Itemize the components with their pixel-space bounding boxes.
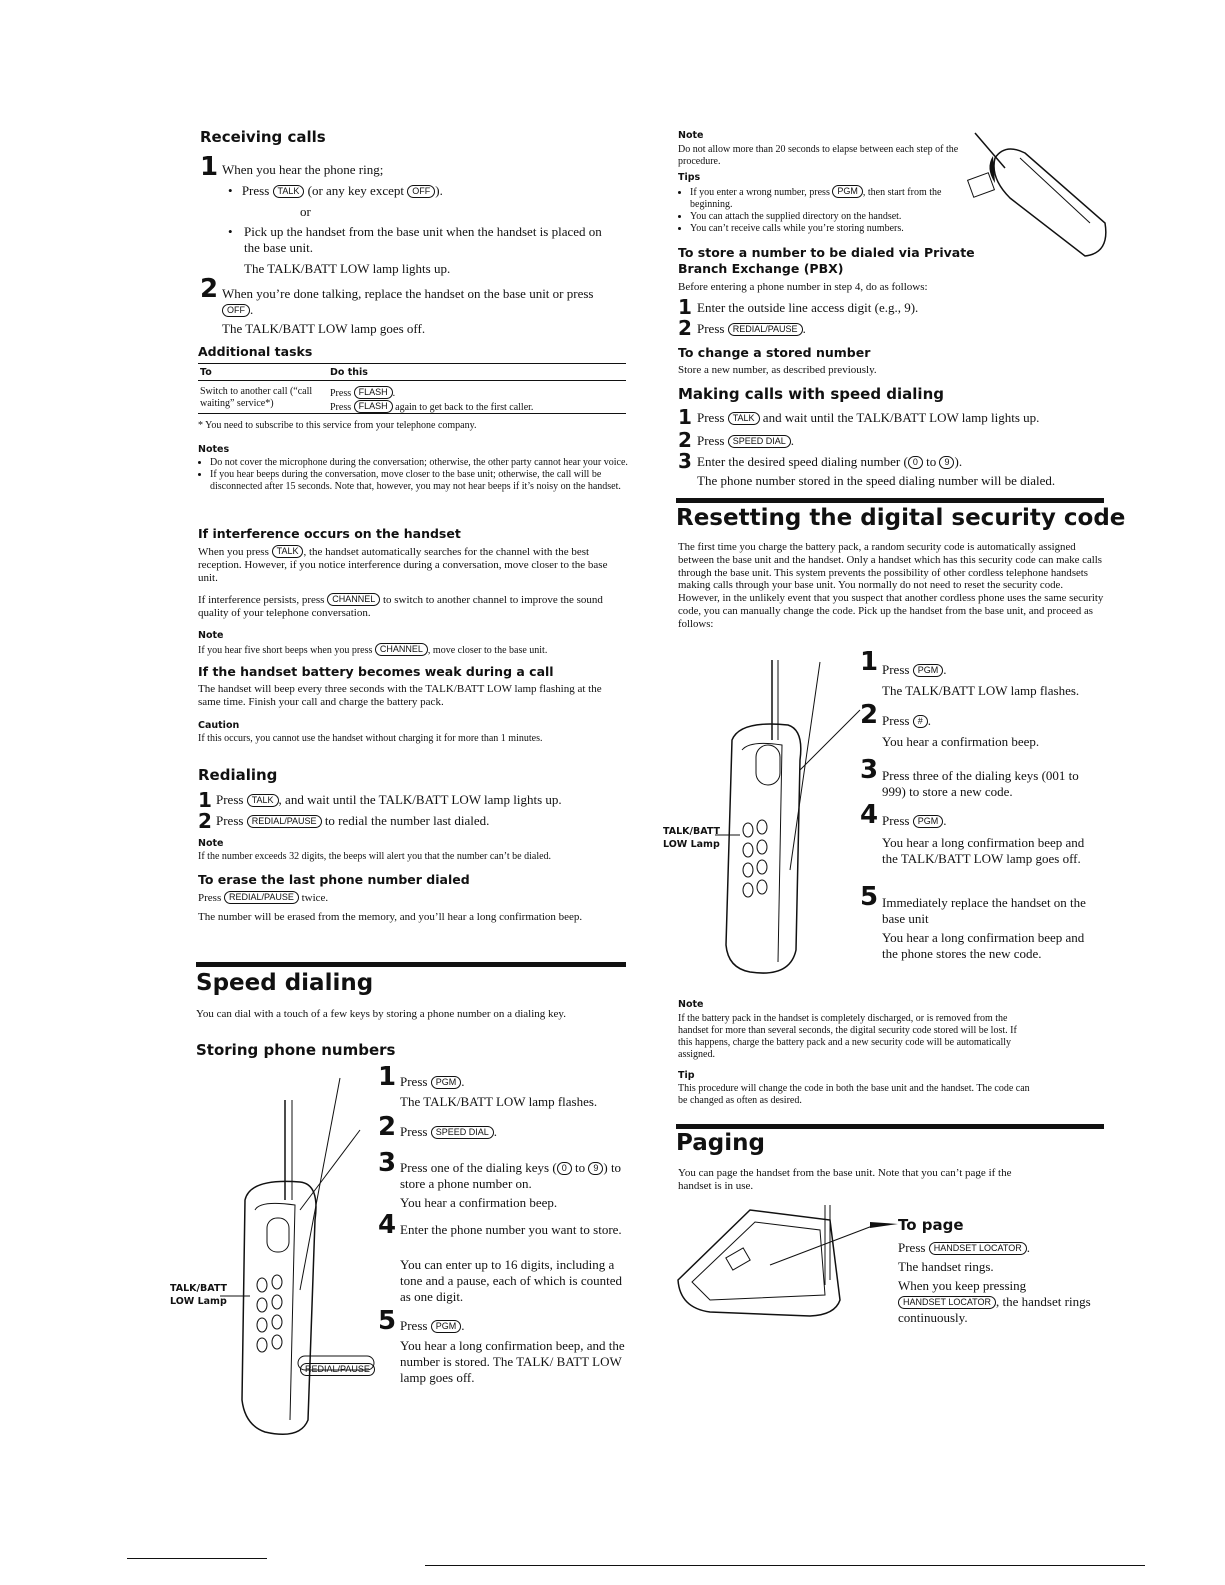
additional-title: Additional tasks — [198, 344, 313, 359]
pbx-intro: Before entering a phone number in step 4, do as follows: — [678, 281, 928, 293]
talk-batt-label: TALK/BATT — [170, 1283, 228, 1294]
redial-pause-key: REDIAL/PAUSE — [224, 891, 299, 904]
receiving-bullet2: • Pick up the handset from the base unit when the handset is placed on the base unit. — [228, 224, 602, 255]
pbx-title: To store a number to be dialed via Private Branch Exchange (PBX) — [678, 245, 975, 276]
redial-pause-key: REDIAL/PAUSE — [247, 815, 322, 828]
reset-step4-sub: You hear a long confirmation beep and the TALK/BATT LOW lamp goes off. — [882, 835, 1085, 866]
paging-intro: You can page the handset from the base unit. Note that you can’t page if the handset is in use. — [678, 1167, 1012, 1192]
step-number: 2 — [678, 316, 692, 340]
making-title: Making calls with speed dialing — [678, 385, 944, 403]
lamp-off-text: The TALK/BATT LOW lamp goes off. — [222, 321, 426, 336]
step-number: 3 — [678, 449, 692, 473]
lamp-up-text: The TALK/BATT LOW lamp lights up. — [244, 261, 451, 276]
step-number: 2 — [378, 1112, 397, 1142]
rt-tips-title: Tips — [678, 172, 701, 183]
making-step2: Press SPEED DIAL . — [697, 433, 794, 448]
step-number: 5 — [860, 882, 879, 912]
caution-title: Caution — [198, 720, 240, 731]
redial-step2: Press REDIAL/PAUSE to redial the number last dialed. — [216, 813, 490, 828]
or-text: or — [300, 204, 311, 219]
base-unit-illustration — [670, 1200, 900, 1325]
step-number: 4 — [860, 800, 879, 830]
caution-text: If this occurs, you cannot use the handset without charging it for more than 1 minutes. — [198, 733, 543, 744]
row-to: Switch to another call (“call waiting” service*) — [200, 386, 313, 409]
page-step3: When you keep pressing HANDSET LOCATOR , the handset rings continuously. — [898, 1278, 1091, 1325]
storing-title: Storing phone numbers — [196, 1041, 396, 1059]
page-step2: The handset rings. — [898, 1259, 994, 1274]
store-step4: Enter the phone number you want to store. — [400, 1222, 622, 1237]
reset-talk-batt-label: TALK/BATT — [663, 826, 721, 837]
step-number: 2 — [198, 809, 212, 833]
talk-key: TALK — [247, 794, 279, 807]
talk-key: TALK — [273, 185, 305, 198]
off-key: OFF — [222, 304, 250, 317]
interference-p2: If interference persists, press CHANNEL to switch to another channel to improve the sound quality of your telephone conversation. — [198, 594, 603, 619]
reset-intro: The first time you charge the battery pack, a random security code is automatically assigned between the base unit and the handset. Only a handset which has this security code can make calls through the base unit. This system prevents the possibility of other cordless telephone handsets making calls through your base unit. You normally do not need to reset the security code. However, in the unlikely event that you suspect that another cordless phone uses the same security code, you can manually change the code. Pick up the handset from the base unit, and proceed as follows: — [678, 541, 1104, 630]
receiving-step2: When you’re done talking, replace the handset on the base unit or press OFF . — [222, 286, 594, 317]
reset-handset-illustration — [700, 650, 880, 980]
step-number: 1 — [860, 647, 879, 677]
redialing-title: Redialing — [198, 766, 278, 784]
col-do: Do this — [330, 367, 368, 378]
pgm-key: PGM — [913, 664, 944, 677]
handset-locator-key: HANDSET LOCATOR — [898, 1296, 996, 1309]
store-step5: Press PGM . — [400, 1318, 465, 1333]
erase-step: Press REDIAL/PAUSE twice. — [198, 892, 329, 904]
making-step1: Press TALK and wait until the TALK/BATT LOW lamp lights up. — [697, 410, 1040, 425]
rt-note: Do not allow more than 20 seconds to elapse between each step of the procedure. — [678, 144, 959, 167]
pgm-key: PGM — [913, 815, 944, 828]
store-step4-sub: You can enter up to 16 digits, including a tone and a pause, each of which is counted as one digit. — [400, 1257, 623, 1304]
reset-low-lamp-label: LOW Lamp — [663, 839, 720, 850]
notes-list: • Do not cover the microphone during the conversation; otherwise, the other party cannot hear your voice. • If you hear beeps during the conversation, move closer to the base unit; otherwise, the call will be disconnected after 15 seconds. Note that, however, you may not hear beeps if it’s noisy on the handset. — [198, 457, 628, 493]
battery-p1: The handset will beep every three seconds with the TALK/BATT LOW lamp flashing at the same time. Finish your call and charge the battery pack. — [198, 683, 602, 708]
pgm-key: PGM — [431, 1320, 462, 1333]
store-step5-sub: You hear a long confirmation beep, and the number is stored. The TALK/ BATT LOW lamp goes off. — [400, 1338, 625, 1385]
step-number: 1 — [200, 152, 219, 182]
change-title: To change a stored number — [678, 345, 871, 360]
receiving-title: Receiving calls — [200, 128, 326, 146]
erase-p: The number will be erased from the memory, and you’ll hear a long confirmation beep. — [198, 911, 583, 923]
pbx-step2: Press REDIAL/PAUSE . — [697, 321, 806, 336]
rt-tips: • If you enter a wrong number, press PGM , then start from the beginning. • You can attach the supplied directory on the handset. • You can’t receive calls while you’re storing numbers. — [678, 185, 968, 235]
store-step1-sub: The TALK/BATT LOW lamp flashes. — [400, 1094, 598, 1109]
receiving-step1: When you hear the phone ring; — [222, 162, 384, 177]
low-lamp-label: LOW Lamp — [170, 1296, 227, 1307]
interference-title: If interference occurs on the handset — [198, 526, 461, 541]
step-number: 3 — [860, 755, 879, 785]
handset-directory-illustration — [965, 128, 1115, 263]
channel-key: CHANNEL — [375, 643, 428, 656]
flash-key: FLASH — [354, 386, 393, 399]
redial-note: If the number exceeds 32 digits, the beeps will alert you that the number can’t be dialed. — [198, 851, 552, 862]
step-number: 2 — [200, 274, 219, 304]
reset-step5-sub: You hear a long confirmation beep and the phone stores the new code. — [882, 930, 1085, 961]
reset-note-title: Note — [678, 999, 704, 1010]
step-number: 3 — [378, 1148, 397, 1178]
redial-pause-key: REDIAL/PAUSE — [728, 323, 803, 336]
interference-note: If you hear five short beeps when you press CHANNEL , move closer to the base unit. — [198, 644, 548, 656]
redial-step1: Press TALK , and wait until the TALK/BATT LOW lamp lights up. — [216, 792, 562, 807]
interference-note-title: Note — [198, 630, 224, 641]
reset-step1-sub: The TALK/BATT LOW lamp flashes. — [882, 683, 1080, 698]
to-page-title: To page — [898, 1216, 964, 1234]
row-do: Press FLASH . Press FLASH again to get back to the first caller. — [330, 387, 534, 413]
erase-title: To erase the last phone number dialed — [198, 872, 470, 887]
speed-title: Speed dialing — [196, 970, 374, 996]
change-p: Store a new number, as described previously. — [678, 364, 877, 376]
step-number: 1 — [198, 788, 212, 812]
talk-key: TALK — [272, 545, 304, 558]
interference-p1: When you press TALK , the handset automatically searches for the channel with the best reception. However, if you notice interference during a conversation, move closer to the base unit. — [198, 546, 608, 584]
speed-intro: You can dial with a touch of a few keys by storing a phone number on a dialing key. — [196, 1008, 566, 1020]
step-number: 2 — [860, 700, 879, 730]
step-number: 1 — [678, 295, 692, 319]
paging-title: Paging — [676, 1130, 765, 1156]
reset-step4: Press PGM . — [882, 813, 947, 828]
channel-key: CHANNEL — [327, 593, 380, 606]
flash-key: FLASH — [354, 400, 393, 413]
page-step1: Press HANDSET LOCATOR . — [898, 1240, 1030, 1255]
store-step3-sub: You hear a confirmation beep. — [400, 1195, 558, 1210]
store-step2: Press SPEED DIAL . — [400, 1124, 497, 1139]
making-step3: Enter the desired speed dialing number ( 0 to 9 ). — [697, 454, 963, 469]
step-number: 2 — [678, 428, 692, 452]
reset-note: If the battery pack in the handset is completely discharged, or is removed from the handset for more than several seconds, the digital security code stored will be lost. If this happens, charge the battery pack and a new security code will be automatically assigned. — [678, 1013, 1017, 1060]
reset-step5: Immediately replace the handset on the base unit — [882, 895, 1086, 926]
pgm-key: PGM — [431, 1076, 462, 1089]
making-step3-sub: The phone number stored in the speed dialing number will be dialed. — [697, 473, 1056, 488]
reset-step3: Press three of the dialing keys (001 to 999) to store a new code. — [882, 768, 1079, 799]
col-to: To — [200, 367, 212, 378]
step-number: 4 — [378, 1210, 397, 1240]
reset-step2-sub: You hear a confirmation beep. — [882, 734, 1040, 749]
store-step1: Press PGM . — [400, 1074, 465, 1089]
footnote: * You need to subscribe to this service from your telephone company. — [198, 420, 477, 431]
redial-pause-callout: REDIAL/PAUSE — [300, 1363, 375, 1376]
speed-dial-key: SPEED DIAL — [728, 435, 791, 448]
receiving-bullet1: • Press TALK (or any key except OFF ). — [228, 183, 443, 198]
notes-title: Notes — [198, 444, 230, 455]
handset-illustration — [220, 1060, 390, 1440]
battery-title: If the handset battery becomes weak during a call — [198, 664, 554, 679]
speed-dial-key: SPEED DIAL — [431, 1126, 494, 1139]
step-number: 1 — [378, 1062, 397, 1092]
reset-step1: Press PGM . — [882, 662, 947, 677]
reset-step2: Press # . — [882, 713, 931, 728]
pgm-key: PGM — [832, 185, 863, 198]
reset-tip-title: Tip — [678, 1070, 695, 1081]
reset-title: Resetting the digital security code — [676, 505, 1126, 531]
store-step3: Press one of the dialing keys ( 0 to 9 ) to store a phone number on. — [400, 1160, 622, 1191]
talk-key: TALK — [728, 412, 760, 425]
handset-locator-key: HANDSET LOCATOR — [929, 1242, 1027, 1255]
rt-note-title: Note — [678, 130, 704, 141]
redial-note-title: Note — [198, 838, 224, 849]
reset-tip: This procedure will change the code in both the base unit and the handset. The code can be changed as often as desired. — [678, 1083, 1030, 1106]
off-key: OFF — [407, 185, 435, 198]
step-number: 1 — [678, 405, 692, 429]
step-number: 5 — [378, 1306, 397, 1336]
hash-key: # — [913, 715, 928, 728]
pbx-step1: Enter the outside line access digit (e.g., 9). — [697, 300, 919, 315]
